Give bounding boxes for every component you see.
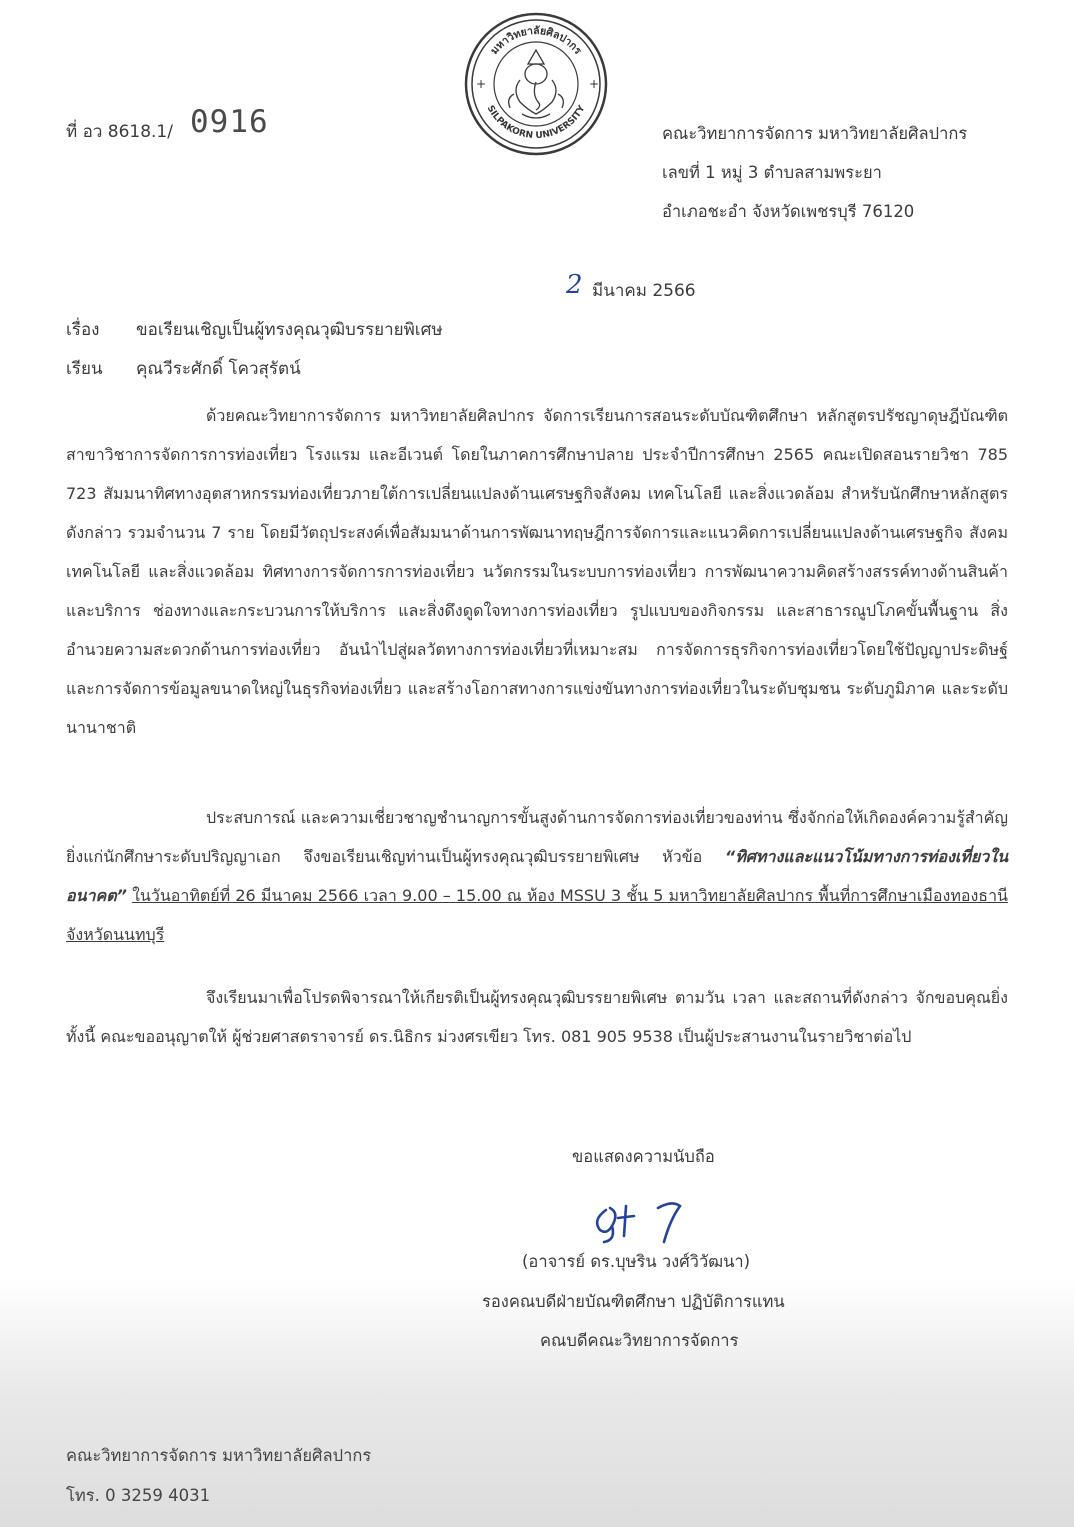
- body-paragraph-2-text: ประสบการณ์ และความเชี่ยวชาญชำนาญการขั้นสูงด้านการจัดการท่องเที่ยวของท่าน ซึ่งจักก่อให้เกิดองค์ความรู้สำคัญยิ่งแก่นักศึกษาระดับปริญญาเอก จึงขอเรียนเชิญท่านเป็นผู้ทรงคุณวุฒิบรรยายพิเศษ หัวข้อ: [66, 808, 1008, 866]
- body-paragraph-3: [66, 978, 1008, 1056]
- university-seal: [462, 10, 610, 158]
- sender-address-line-2: เลขที่ 1 หมู่ 3 ตำบลสามพระยา: [662, 163, 882, 182]
- ganesha-emblem: [509, 50, 564, 118]
- body-paragraph-1-text: ด้วยคณะวิทยาการจัดการ มหาวิทยาลัยศิลปากร จัดการเรียนการสอนระดับบัณฑิตศึกษา หลักสูตรปรัชญาดุษฎีบัณฑิต สาขาวิชาการจัดการการท่องเที่ยว โรงแรม และอีเวนต์ โดยในภาคการศึกษาปลาย ประจำปีการศึกษา 2565 คณะเปิดสอนรายวิชา 785 723 สัมมนาทิศทางอุตสาหกรรมท่องเที่ยวภายใต้การเปลี่ยนแปลงด้านเศรษฐกิจสังคม เทคโนโลยี และสิ่งแวดล้อม สำหรับนักศึกษาหลักสูตรดังกล่าว รวมจำนวน 7 ราย โดยมีวัตถุประสงค์เพื่อสัมมนาด้านการพัฒนาทฤษฎีการจัดการและแนวคิดการเปลี่ยนแปลงด้านเศรษฐกิจ สังคม เทคโนโลยี และสิ่งแวดล้อม ทิศทางการจัดการการท่องเที่ยว นวัตกรรมในระบบการท่องเที่ยว การพัฒนาความคิดสร้างสรรค์ทางด้านสินค้าและบริการ ช่องทางและกระบวนการให้บริการ และสิ่งดึงดูดใจทางการท่องเที่ยว รูปแบบของกิจกรรม และสาธารณูปโภคขั้นพื้นฐาน สิ่งอำนวยความสะดวกด้านการท่องเที่ยว อันนำไปสู่ผลวัตทางการท่องเที่ยวที่เหมาะสม การจัดการธุรกิจการท่องเที่ยวโดยใช้ปัญญาประดิษฐ์และการจัดการข้อมูลขนาดใหญ่ในธุรกิจท่องเที่ยว และสร้างโอกาสทางการแข่งขันทางการท่องเที่ยวในระดับชุมชน ระดับภูมิภาค และระดับนานาชาติ: [66, 406, 1008, 737]
- reference-number-stamp: 0916: [190, 104, 269, 140]
- sender-address-line-1: คณะวิทยาการจัดการ มหาวิทยาลัยศิลปากร: [662, 124, 968, 143]
- recipient-label: เรียน: [66, 359, 103, 379]
- body-paragraph-1: [66, 396, 1008, 747]
- sender-address-line-3: อำเภอชะอำ จังหวัดเพชรบุรี 76120: [662, 202, 915, 221]
- signer-position-line-1: รองคณบดีฝ่ายบัณฑิตศึกษา ปฏิบัติการแทน: [482, 1292, 785, 1311]
- signer-position-line-2: คณบดีคณะวิทยาการจัดการ: [540, 1331, 739, 1350]
- lecture-schedule: ในวันอาทิตย์ที่ 26 มีนาคม 2566 เวลา 9.00 – 15.00 ณ ห้อง MSSU 3 ชั้น 5 มหาวิทยาลัยศิลปากร พื้นที่การศึกษาเมืองทองธานี จังหวัดนนทบุรี: [66, 886, 1008, 944]
- svg-text:+: +: [476, 77, 487, 91]
- subject-label: เรื่อง: [66, 320, 100, 340]
- footer-organization: คณะวิทยาการจัดการ มหาวิทยาลัยศิลปากร: [66, 1446, 372, 1465]
- footer-phone: โทร. 0 3259 4031: [66, 1486, 211, 1505]
- seal-text-bottom: SILPAKORN UNIVERSITY: [484, 104, 588, 142]
- date-month-year: มีนาคม 2566: [592, 281, 696, 301]
- signer-name: (อาจารย์ ดร.บุษริน วงศ์วิวัฒนา): [522, 1252, 751, 1271]
- signature: [588, 1196, 698, 1246]
- recipient-name: คุณวีระศักดิ์ โควสุรัตน์: [136, 359, 301, 379]
- reference-prefix: ที่ อว 8618.1/: [66, 122, 173, 142]
- seal-text-top: มหาวิทยาลัยศิลปากร: [488, 24, 584, 57]
- svg-text:+: +: [589, 77, 600, 91]
- body-paragraph-2: [66, 798, 1008, 954]
- body-paragraph-3-text: จึงเรียนมาเพื่อโปรดพิจารณาให้เกียรติเป็นผู้ทรงคุณวุฒิบรรยายพิเศษ ตามวัน เวลา และสถานที่ดังกล่าว จักขอบคุณยิ่ง ทั้งนี้ คณะขออนุญาตให้ ผู้ช่วยศาสตราจารย์ ดร.นิธิกร ม่วงศรเขียว โทร. 081 905 9538 เป็นผู้ประสานงานในรายวิชาต่อไป: [66, 988, 1008, 1046]
- subject-text: ขอเรียนเชิญเป็นผู้ทรงคุณวุฒิบรรยายพิเศษ: [136, 320, 443, 340]
- date-day-handwritten: 2: [566, 270, 583, 300]
- closing-regards: ขอแสดงความนับถือ: [572, 1147, 715, 1166]
- lecture-topic: “ทิศทางและแนวโน้มทางการท่องเที่ยวในอนาคต”: [66, 847, 1008, 905]
